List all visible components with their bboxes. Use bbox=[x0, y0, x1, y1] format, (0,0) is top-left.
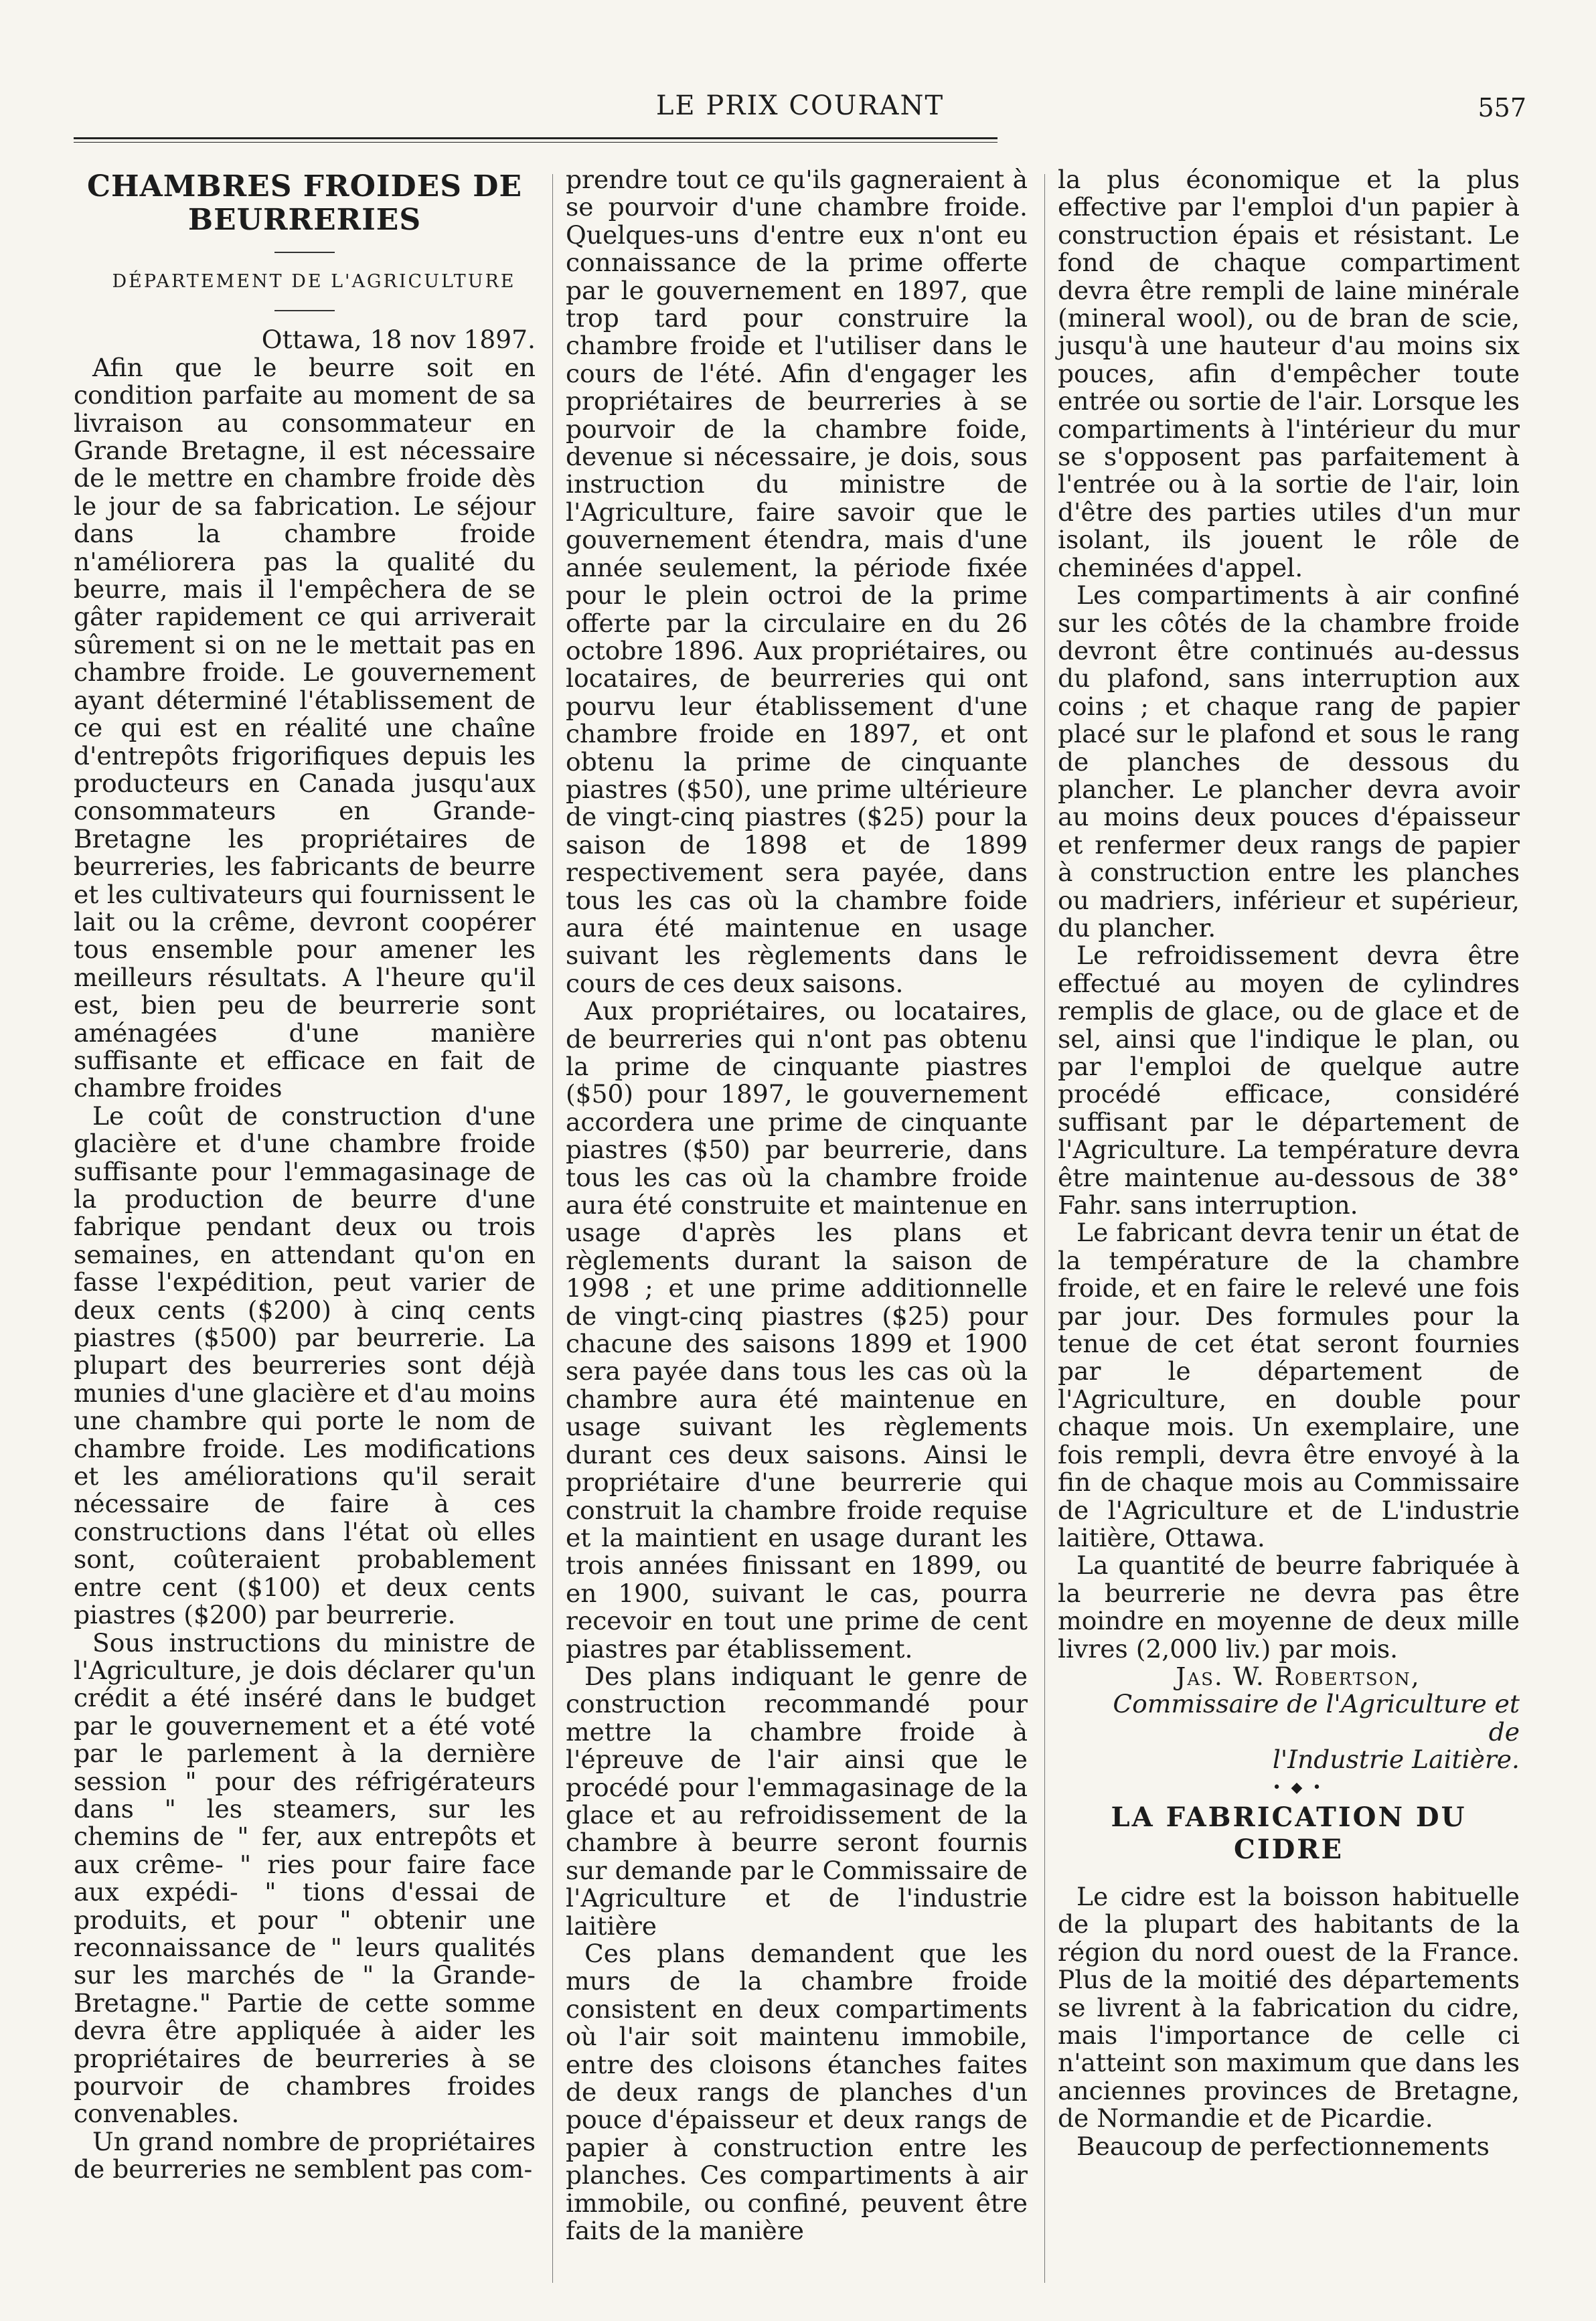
signature-title: Commissaire de l'Agriculture et de bbox=[1113, 1689, 1520, 1747]
page-number: 557 bbox=[1478, 93, 1526, 123]
section-separator: • ◆ • bbox=[1272, 1779, 1324, 1796]
paragraph: Le coût de construction d'une glacière et d'une chambre froide suffisante pour l'emmagasinage de la production de beurre d'une fabrique pendant deux ou trois semaines, en attendant qu'on en fasse l'expédition, peut varier de deux cents ($200) à cinq cents piastres ($500) par beurrerie. La plupart des beurreries sont déjà munies d'une glacière et d'au moins une chambre qui porte le nom de chambre froide. Les modifications et les améliorations qu'il serait nécessaire de faire à ces constructions dans l'état où elles sont, coûteraient probablement entre cent ($100) et deux cents piastres ($200) par beurrerie. bbox=[74, 1101, 536, 1630]
paragraph: Les compartiments à air confiné sur les côtés de la chambre froide devront être continués au-dessus du plafond, sans interruption aux coins ; et chaque rang de papier placé sur le plafond et sous le rang de planches de dessous du plancher. Le plancher devra avoir au moins deux pouces d'épaisseur et renfermer deux rangs de papier à construction entre les planches ou madriers, inférieur et supérieur, du plancher. bbox=[1058, 580, 1520, 943]
paragraph: Afin que le beurre soit en condition parfaite au moment de sa livraison au consommateur en Grande Bretagne, il est nécessaire de le mettre en chambre froide dès le jour de sa fabrication. Le séjour dans la chambre froide n'améliorera pas la qualité du beurre, mais il l'empêchera de se gâter rapidement ce qui arriverait sûrement si on ne le mettait pas en chambre froide. Le gouvernement ayant déterminé l'établissement de ce qui est en réalité une chaîne d'entrepôts frigorifiques depuis les producteurs en Canada jusqu'aux consommateurs en Grande-Bretagne les propriétaires de beurreries, les fabricants de beurre et les cultivateurs qui fournissent le lait ou la crême, devront coopérer tous ensemble pour amener les meilleurs résultats. A l'heure qu'il est, bien peu de beurrerie sont aménagées d'une manière suffisante et efficace en fait de chambre froides bbox=[74, 352, 536, 1103]
paragraph: Le cidre est la boisson habituelle de la plupart des habitants de la région du nord ouest de la France. Plus de la moitié des départements se livrent à la fabrication du cidre, mais l'importance de celle ci n'atteint son maximum que dans les anciennes provinces de Bretagne, de Normandie et de Picardie. bbox=[1058, 1881, 1520, 2134]
running-title: LE PRIX COURANT bbox=[655, 90, 945, 121]
paragraph: Le fabricant devra tenir un état de la température de la chambre froide, et en faire le relevé une fois par jour. Des formules pour la tenue de cet état seront fournies par le département de l'Agriculture, en double pour chaque mois. Un exemplaire, une fois rempli, devra être envoyé à la fin de chaque mois au Commissaire de l'Agriculture et de L'industrie laitière, Ottawa. bbox=[1058, 1218, 1520, 1552]
paragraph: Des plans indiquant le genre de construction recommandé pour mettre la chambre froide à l'épreuve de l'air ainsi que le procédé pour l'emmagasinage de la glace et au refroidissement de la chambre à beurre seront fournis sur demande par le Commissaire de l'Agriculture et de l'industrie laitière bbox=[566, 1661, 1028, 1941]
department-line: DÉPARTEMENT DE L'AGRICULTURE bbox=[112, 271, 516, 292]
paragraph: Aux propriétaires, ou locataires, de beurreries qui n'ont pas obtenu la prime de cinquante piastres ($50) pour 1897, le gouvernement accordera une prime de cinquante piastres ($50) par beurrerie, dans tous les cas où la chambre froide aura été construite et maintenue en usage d'après les plans et règlements durant la saison de 1998 ; et une prime additionnelle de vingt-cinq piastres ($25) pour chacune des saisons 1899 et 1900 sera payée dans tous les cas où la chambre aura été maintenue en usage suivant les règlements durant ces deux saisons. Ainsi le propriétaire d'une beurrerie qui construit la chambre froide requise et la maintient en usage durant les trois années finissant en 1899, ou en 1900, suivant le cas, pourra recevoir en tout une prime de cent piastres par établissement. bbox=[566, 996, 1028, 1664]
dept-rule bbox=[274, 310, 335, 311]
column-2 bbox=[566, 166, 1028, 2245]
signature-title: l'Industrie Laitière. bbox=[1272, 1745, 1520, 1775]
title-rule bbox=[274, 252, 335, 253]
column-separator bbox=[552, 174, 553, 2283]
header-rule bbox=[74, 137, 998, 143]
paragraph: Un grand nombre de propriétaires de beurreries ne semblent pas com- bbox=[74, 2126, 536, 2184]
column-3 bbox=[1058, 166, 1520, 2160]
paragraph: Sous instructions du ministre de l'Agriculture, je dois déclarer qu'un crédit a été inséré dans le budget par le gouvernement et a été voté par le parlement à la dernière session " pour des réfrigérateurs dans " les steamers, sur les chemins de " fer, aux entrepôts et aux crême- " ries pour faire face aux expédi- " tions d'essai de produits, et pour " obtenir une reconnaissance de " leurs qualités sur les marchés de " la Grande-Bretagne." Partie de cette somme devra être appliquée à aider les propriétaires de beurreries à se pourvoir de chambres froides convenables. bbox=[74, 1627, 536, 2129]
dateline: Ottawa, 18 nov 1897. bbox=[261, 325, 536, 355]
paragraph: La quantité de beurre fabriquée à la beurrerie ne devra pas être moindre en moyenne de deux mille livres (2,000 liv.) par mois. bbox=[1058, 1550, 1520, 1664]
paragraph: Ces plans demandent que les murs de la chambre froide consistent en deux compartiments où l'air soit maintenu immobile, entre des cloisons étanches faites de deux rangs de planches d'un pouce d'épaisseur et deux rangs de papier à construction entre les planches. Ces compartiments à air immobile, ou confiné, peuvent être faits de la manière bbox=[566, 1939, 1028, 2246]
paragraph: Beaucoup de perfectionnements bbox=[1076, 2131, 1490, 2161]
paragraph: Le refroidissement devra être effectué au moyen de cylindres remplis de glace, ou de glace et de sel, ainsi que l'indique le plan, ou par l'emploi de quelque autre procédé efficace, considéré suffisant par le département de l'Agriculture. La température devra être maintenue au-dessous de 38° Fahr. sans interruption. bbox=[1058, 941, 1520, 1220]
paragraph: la plus économique et la plus effective par l'emploi d'un papier à construction épais et résistant. Le fond de chaque compartiment devra être rempli de laine minérale (mineral wool), ou de bran de scie, jusqu'à une hauteur d'au moins six pouces, afin d'empêcher toute entrée ou sortie de l'air. Lorsque les compartiments à l'intérieur du mur se s'opposent pas parfaitement à l'entrée ou à la sortie de l'air, loin d'être des parties utiles d'un mur isolant, ils jouent le rôle de cheminées d'appel. bbox=[1058, 165, 1520, 582]
article-title: LA FABRICATION DU CIDRE bbox=[1111, 1801, 1467, 1865]
signature-name: Jas. W. Robertson, bbox=[1176, 1661, 1421, 1691]
paragraph: prendre tout ce qu'ils gagneraient à se pourvoir d'une chambre froide. Quelques-uns d'entre eux n'ont eu connaissance de la prime offerte par le gouvernement en 1897, que trop tard pour construire la chambre froide et l'utiliser dans le cours de l'été. Afin d'engager les propriétaires de beurreries à se pourvoir de la chambre foide, devenue si nécessaire, je dois, sous instruction du ministre de l'Agriculture, faire savoir que le gouvernement étendra, mais d'une année seulement, la période fixée pour le plein octroi de la prime offerte par la circulaire en du 26 octobre 1896. Aux propriétaires, ou locataires, de beurreries qui ont pourvu leur établissement d'une chambre froide en 1897, et ont obtenu la prime de cinquante piastres ($50), une prime ultérieure de vingt-cinq piastres ($25) pour la saison de 1898 et de 1899 respectivement sera payée, dans tous les cas où la chambre foide aura été maintenue en usage suivant les règlements dans le cours de ces deux saisons. bbox=[566, 165, 1028, 998]
page-header bbox=[74, 90, 1526, 131]
article-title: CHAMBRES FROIDES DE BEURRERIES bbox=[86, 169, 523, 237]
column-1 bbox=[74, 166, 536, 2184]
column-separator bbox=[1044, 174, 1045, 2283]
